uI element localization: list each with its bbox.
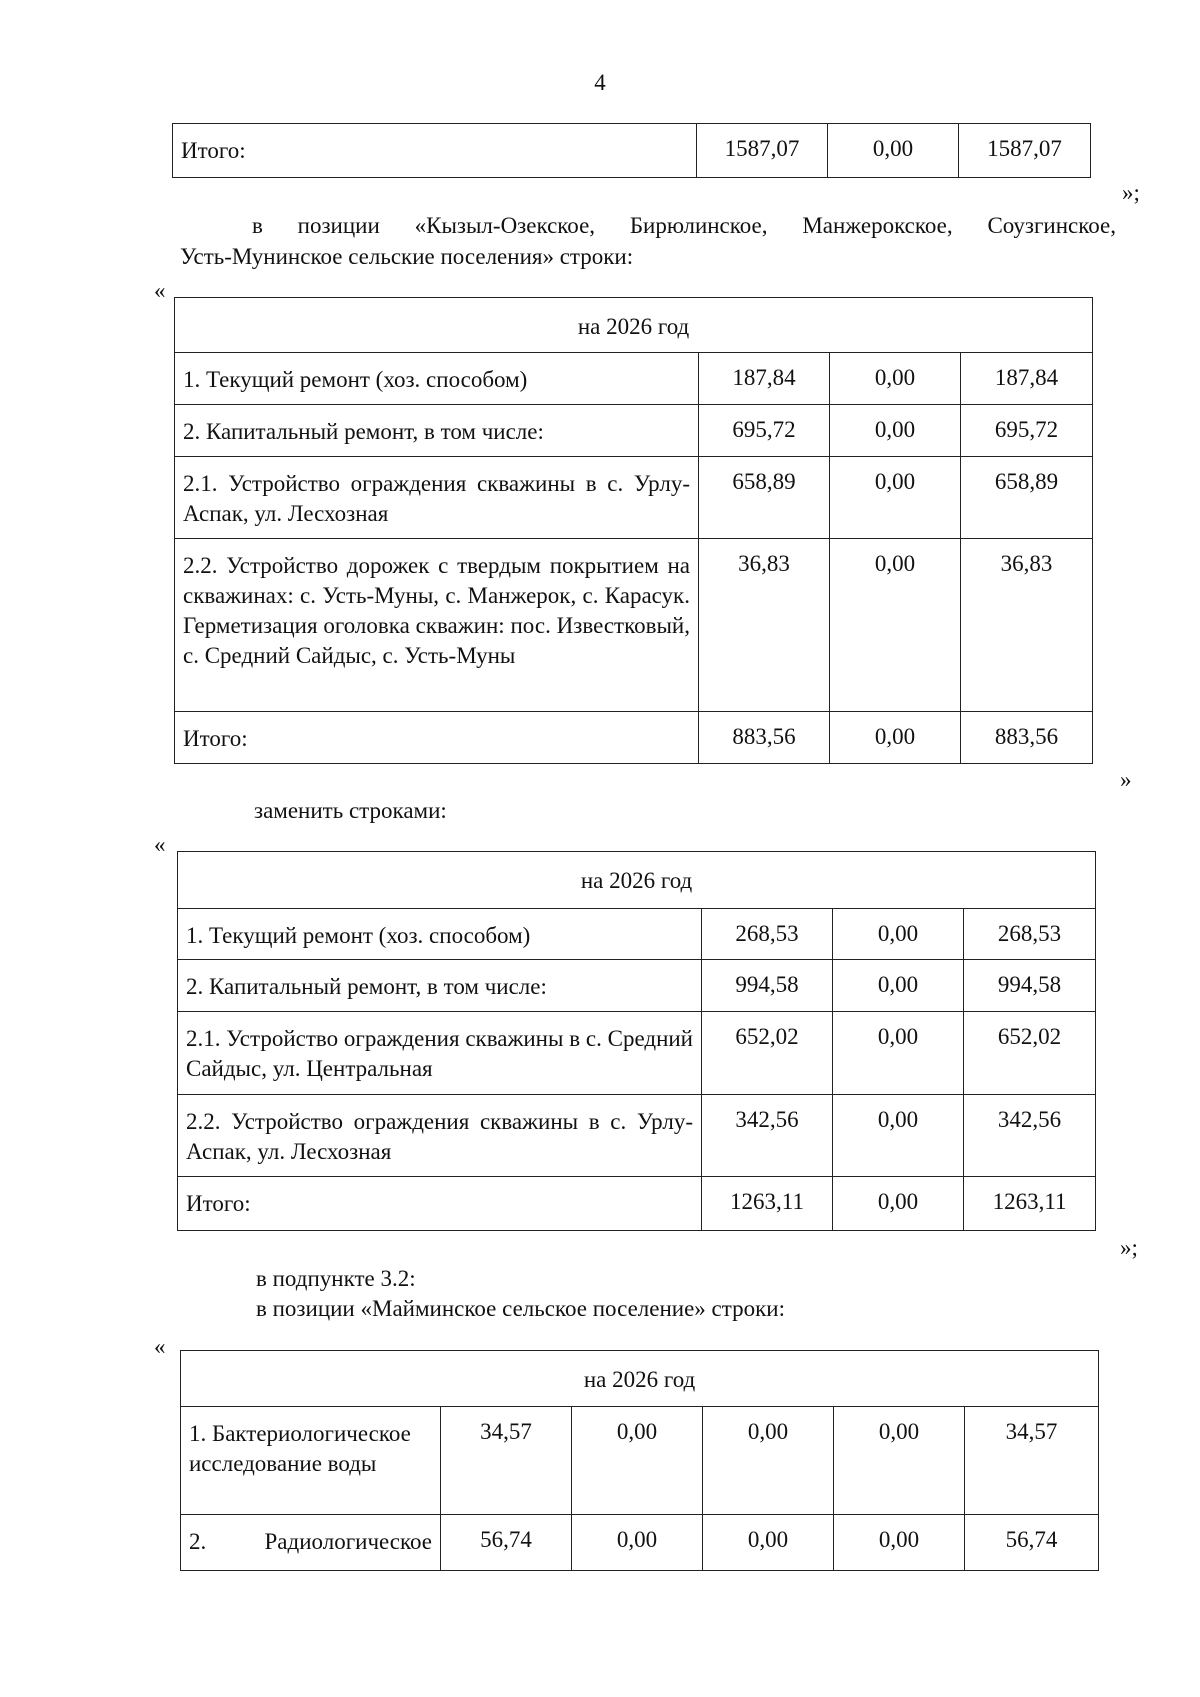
row-value: 0,00 bbox=[834, 1407, 965, 1515]
total-value-2: 0,00 bbox=[828, 124, 959, 178]
row-value: 0,00 bbox=[834, 1515, 965, 1571]
row-value: 695,72 bbox=[699, 405, 830, 457]
row-value: 0,00 bbox=[830, 457, 961, 539]
paragraph-line: в позиции «Майминское сельское поселение» строки: bbox=[256, 1296, 785, 1321]
closing-quote: »; bbox=[1120, 1235, 1138, 1260]
total-value-1: 1587,07 bbox=[697, 124, 828, 178]
table-new-rows bbox=[177, 851, 1096, 1231]
row-description: 2.1. Устройство ограждения скважины в с. Средний Сайдыс, ул. Центральная bbox=[178, 1012, 702, 1095]
row-value: 0,00 bbox=[572, 1407, 703, 1515]
row-value: 36,83 bbox=[699, 539, 830, 712]
closing-quote: »; bbox=[1122, 180, 1140, 205]
table-row bbox=[175, 539, 1093, 712]
total-value: 883,56 bbox=[961, 712, 1093, 764]
table-maima-rows bbox=[180, 1350, 1099, 1571]
paragraph-text: в позиции «Кызыл-Озекское, Бирюлинское, Манжерокское, Соузгинское, bbox=[252, 213, 1116, 238]
table-row bbox=[178, 909, 1096, 960]
table-row bbox=[175, 712, 1093, 764]
closing-quote: » bbox=[1120, 767, 1132, 792]
total-label: Итого: bbox=[173, 124, 697, 178]
row-value: 56,74 bbox=[965, 1515, 1099, 1571]
table-row bbox=[175, 457, 1093, 539]
row-value: 994,58 bbox=[964, 960, 1096, 1012]
row-description bbox=[181, 1515, 441, 1571]
row-description: 1. Бактериологическое исследование воды bbox=[181, 1407, 441, 1515]
opening-quote: « bbox=[154, 832, 166, 857]
page-number: 4 bbox=[594, 70, 606, 95]
table-row bbox=[178, 1012, 1096, 1095]
table-row bbox=[175, 353, 1093, 405]
row-value: 342,56 bbox=[702, 1095, 833, 1177]
replace-instruction: заменить строками: bbox=[254, 798, 447, 823]
row-description: 2.2. Устройство ограждения скважины в с. Урлу-Аспак, ул. Лесхозная bbox=[178, 1095, 702, 1177]
table-row bbox=[181, 1351, 1099, 1407]
opening-quote: « bbox=[154, 278, 166, 303]
row-value: 268,53 bbox=[702, 909, 833, 960]
total-value-3: 1587,07 bbox=[959, 124, 1091, 178]
row-value: 0,00 bbox=[830, 539, 961, 712]
row-value: 0,00 bbox=[703, 1407, 834, 1515]
row-value: 0,00 bbox=[703, 1515, 834, 1571]
paragraph-line: Усть-Мунинское сельские поселения» строки: bbox=[180, 244, 634, 269]
table-row bbox=[173, 124, 1091, 178]
opening-quote: « bbox=[154, 1334, 166, 1359]
row-value: 268,53 bbox=[964, 909, 1096, 960]
table-row bbox=[178, 1095, 1096, 1177]
table-row bbox=[178, 960, 1096, 1012]
table-row bbox=[175, 405, 1093, 457]
row-value: 652,02 bbox=[702, 1012, 833, 1095]
row-value: 187,84 bbox=[961, 353, 1093, 405]
table-row bbox=[181, 1515, 1099, 1571]
table-row bbox=[178, 1177, 1096, 1231]
paragraph-line: в подпункте 3.2: bbox=[256, 1266, 416, 1291]
row-value: 0,00 bbox=[572, 1515, 703, 1571]
row-description-text: 2. Радиологическое bbox=[189, 1529, 432, 1554]
table-old-rows bbox=[174, 297, 1093, 764]
row-value: 658,89 bbox=[699, 457, 830, 539]
total-label: Итого: bbox=[178, 1177, 702, 1231]
row-value: 994,58 bbox=[702, 960, 833, 1012]
row-description: 1. Текущий ремонт (хоз. способом) bbox=[175, 353, 699, 405]
row-description: 2.2. Устройство дорожек с твердым покрытием на скважинах: с. Усть-Муны, с. Манжерок, с. Карасук. Герметизация оголовка скважин: пос. Известковый, с. Средний Сайдыс, с. Усть-Муны bbox=[175, 539, 699, 712]
paragraph-line bbox=[252, 210, 1116, 241]
row-description: 2.1. Устройство ограждения скважины в с. Урлу-Аспак, ул. Лесхозная bbox=[175, 457, 699, 539]
table-row bbox=[175, 298, 1093, 353]
year-header: на 2026 год bbox=[175, 298, 1093, 353]
total-value: 1263,11 bbox=[702, 1177, 833, 1231]
row-value: 0,00 bbox=[830, 353, 961, 405]
row-value: 695,72 bbox=[961, 405, 1093, 457]
top-total-table bbox=[172, 123, 1091, 178]
table-row bbox=[178, 852, 1096, 909]
year-header: на 2026 год bbox=[181, 1351, 1099, 1407]
row-value: 34,57 bbox=[441, 1407, 572, 1515]
row-value: 658,89 bbox=[961, 457, 1093, 539]
row-description: 2. Капитальный ремонт, в том числе: bbox=[178, 960, 702, 1012]
row-value: 187,84 bbox=[699, 353, 830, 405]
total-label: Итого: bbox=[175, 712, 699, 764]
row-description: 1. Текущий ремонт (хоз. способом) bbox=[178, 909, 702, 960]
row-value: 0,00 bbox=[833, 960, 964, 1012]
row-value: 36,83 bbox=[961, 539, 1093, 712]
row-value: 0,00 bbox=[833, 1095, 964, 1177]
total-value: 883,56 bbox=[699, 712, 830, 764]
row-value: 56,74 bbox=[441, 1515, 572, 1571]
table-row bbox=[181, 1407, 1099, 1515]
total-value: 0,00 bbox=[830, 712, 961, 764]
row-value: 652,02 bbox=[964, 1012, 1096, 1095]
row-value: 0,00 bbox=[833, 1012, 964, 1095]
row-value: 342,56 bbox=[964, 1095, 1096, 1177]
row-value: 0,00 bbox=[830, 405, 961, 457]
year-header: на 2026 год bbox=[178, 852, 1096, 909]
row-value: 34,57 bbox=[965, 1407, 1099, 1515]
row-value: 0,00 bbox=[833, 909, 964, 960]
total-value: 1263,11 bbox=[964, 1177, 1096, 1231]
row-description: 2. Капитальный ремонт, в том числе: bbox=[175, 405, 699, 457]
total-value: 0,00 bbox=[833, 1177, 964, 1231]
